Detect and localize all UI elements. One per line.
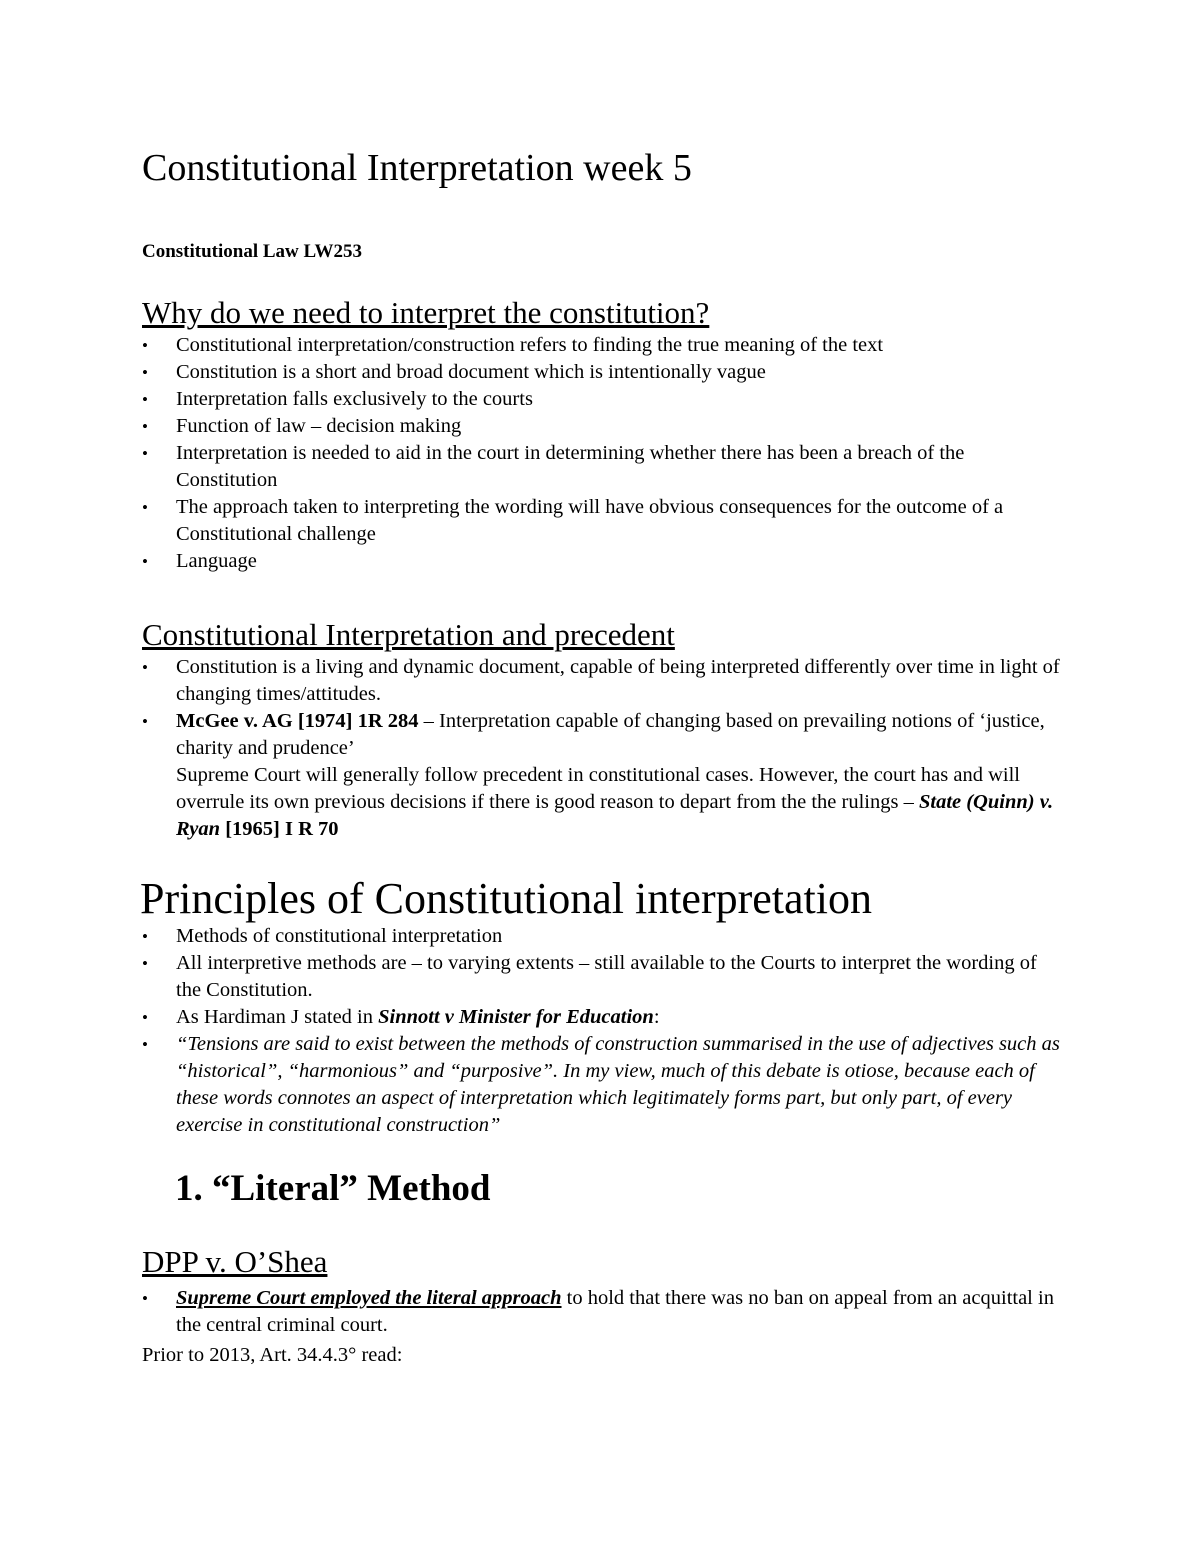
bullet-icon: • bbox=[142, 1008, 148, 1027]
body-text: Prior to 2013, Art. 34.4.3° read: bbox=[142, 1344, 403, 1366]
list-item: • Function of law – decision making bbox=[142, 413, 1062, 440]
heading-why-interpret: Why do we need to interpret the constitution? bbox=[142, 295, 710, 330]
bullet-icon: • bbox=[142, 1035, 148, 1054]
list-item: • Methods of constitutional interpretation bbox=[142, 923, 1062, 950]
bullet-icon: • bbox=[142, 363, 148, 382]
bullet-icon: • bbox=[142, 712, 148, 731]
document-title: Constitutional Interpretation week 5 bbox=[142, 147, 692, 189]
list-item: • Language bbox=[142, 548, 1062, 575]
course-code: Constitutional Law LW253 bbox=[142, 241, 362, 262]
list-principles bbox=[142, 923, 1062, 1139]
bullet-icon: • bbox=[142, 444, 148, 463]
bullet-icon: • bbox=[142, 417, 148, 436]
list-why-interpret bbox=[142, 332, 1062, 575]
list-precedent bbox=[142, 654, 1062, 843]
list-item: • The approach taken to interpreting the wording will have obvious consequences for the outcome of a Constitutional challenge bbox=[142, 496, 1004, 545]
bullet-icon: • bbox=[142, 498, 148, 517]
emphasis-text: Supreme Court employed the literal approach bbox=[176, 1287, 562, 1309]
case-citation: State (Quinn) v. Ryan bbox=[176, 791, 1054, 840]
bullet-icon: • bbox=[142, 658, 148, 677]
case-citation: Sinnott v Minister for Education bbox=[378, 1006, 654, 1028]
case-citation: McGee v. AG [1974] 1R 284 bbox=[176, 710, 419, 732]
list-item: • Supreme Court employed the literal approach to hold that there was no ban on appeal from an acquittal in the central criminal court. bbox=[142, 1287, 1054, 1336]
list-item: • Constitution is a living and dynamic document, capable of being interpreted differently over time in light of changing times/attitudes. bbox=[142, 656, 1060, 705]
list-item: • Interpretation is needed to aid in the court in determining whether there has been a breach of the Constitution bbox=[142, 442, 965, 491]
list-item: • As Hardiman J stated in Sinnott v Minister for Education: bbox=[142, 1004, 1062, 1031]
quotation: “Tensions are said to exist between the methods of construction summarised in the use of adjectives such as “historical”, “harmonious” and “purposive”. In my view, much of this debate is otiose, because each of these words connotes an aspect of interpretation which legitimately forms part, but only part, of every exercise in constitutional construction” bbox=[176, 1033, 1060, 1136]
bullet-icon: • bbox=[142, 390, 148, 409]
list-item bbox=[142, 1031, 1062, 1139]
list-item: • All interpretive methods are – to varying extents – still available to the Courts to interpret the wording of the Constitution. bbox=[142, 952, 1037, 1001]
list-item: • Interpretation falls exclusively to the courts bbox=[142, 386, 1062, 413]
bullet-icon: • bbox=[142, 927, 148, 946]
bullet-icon: • bbox=[142, 336, 148, 355]
list-item: • McGee v. AG [1974] 1R 284 – Interpretation capable of changing based on prevailing notions of ‘justice, charity and prudence’ Supreme Court will generally follow precedent in constitutional cases. However, the court has and will overrule its own previous decisions if there is good reason to depart from the the rulings – State (Quinn) v. Ryan [1965] I R 70 bbox=[142, 710, 1054, 840]
heading-literal-method: 1. “Literal” Method bbox=[175, 1168, 491, 1209]
list-literal bbox=[142, 1285, 1062, 1339]
heading-dpp-oshea: DPP v. O’Shea bbox=[142, 1244, 328, 1279]
bullet-icon: • bbox=[142, 954, 148, 973]
list-item: • Constitution is a short and broad document which is intentionally vague bbox=[142, 359, 1062, 386]
list-item: • Constitutional interpretation/construction refers to finding the true meaning of the text bbox=[142, 332, 1062, 359]
bullet-icon: • bbox=[142, 1289, 148, 1308]
bullet-icon: • bbox=[142, 552, 148, 571]
heading-principles: Principles of Constitutional interpretation bbox=[140, 874, 872, 923]
heading-precedent: Constitutional Interpretation and precedent bbox=[142, 617, 675, 652]
